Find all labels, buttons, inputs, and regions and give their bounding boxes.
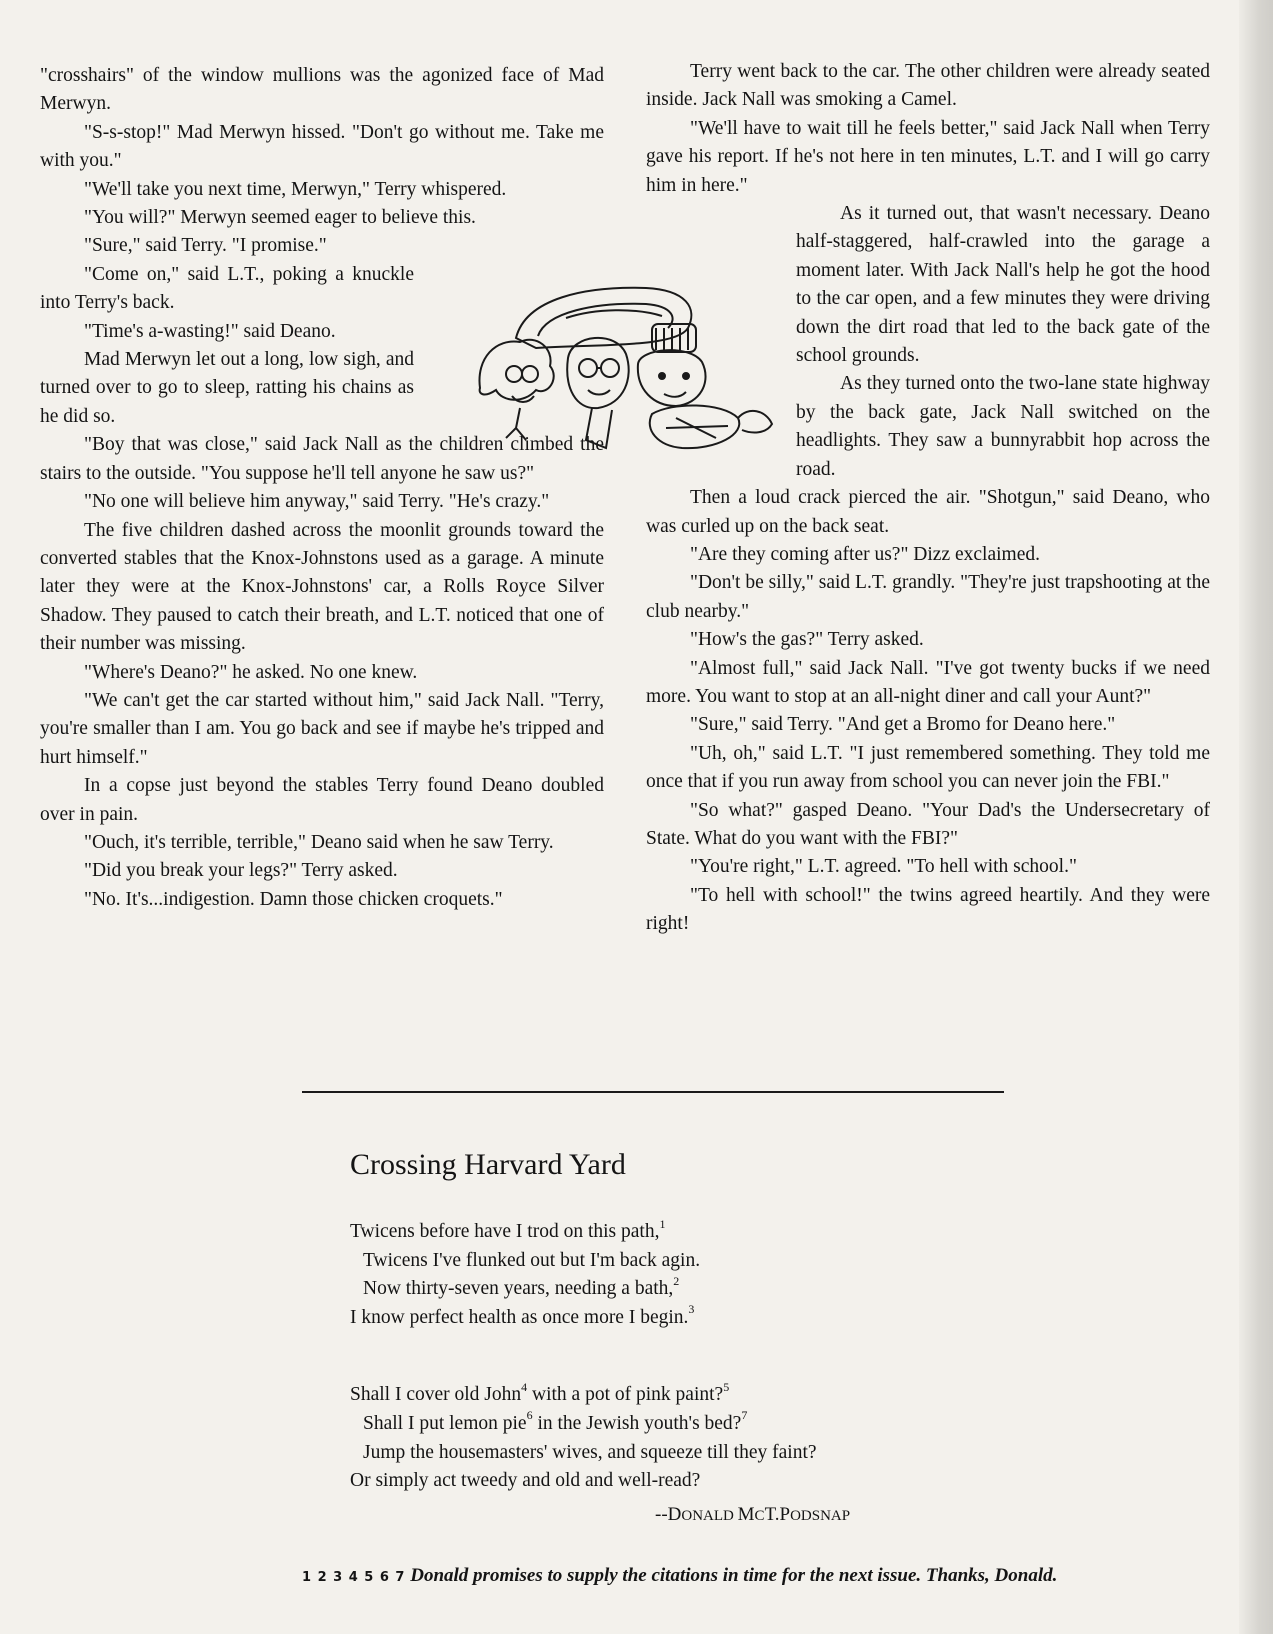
footnote-marker: 6 bbox=[526, 1408, 533, 1423]
story-paragraph: "Ouch, it's terrible, terrible," Deano said when he saw Terry. bbox=[84, 831, 554, 853]
story-paragraph: In a copse just beyond the stables Terry found Deano doubled over in pain. bbox=[40, 775, 604, 825]
story-paragraph: "Uh, oh," said L.T. "I just remembered something. They told me once that if you run away from school you can never join the FBI." bbox=[646, 742, 1210, 793]
story-paragraph: "S-s-stop!" Mad Merwyn hissed. "Don't go without me. Take me with you." bbox=[40, 121, 604, 172]
poem-line: Twicens I've flunked out but I'm back agin. bbox=[363, 1249, 701, 1271]
footnote-marker: 1 bbox=[659, 1216, 666, 1231]
story-paragraph: "No. It's...indigestion. Damn those chicken croquets." bbox=[84, 888, 503, 910]
poem-body bbox=[350, 1218, 1010, 1545]
cartoon-illustration bbox=[476, 278, 780, 456]
story-paragraph: "Time's a-wasting!" said Deano. bbox=[84, 320, 336, 342]
story-paragraph: "Sure," said Terry. "And get a Bromo for Deano here." bbox=[690, 714, 1116, 736]
poem-line: Or simply act tweedy and old and well-read? bbox=[350, 1470, 701, 1492]
story-paragraph: Terry went back to the car. The other children were already seated inside. Jack Nall was smoking a Camel. bbox=[646, 61, 1210, 111]
story-paragraph: "Did you break your legs?" Terry asked. bbox=[84, 860, 398, 882]
story-left-column bbox=[40, 62, 604, 914]
footnote-marker: 7 bbox=[741, 1408, 748, 1423]
story-paragraph: "You're right," L.T. agreed. "To hell with school." bbox=[690, 856, 1077, 878]
story-paragraph: "crosshairs" of the window mullions was the agonized face of Mad Merwyn. bbox=[40, 65, 604, 115]
footnote-marker: 2 bbox=[673, 1273, 680, 1288]
boy-glasses-head bbox=[567, 338, 628, 408]
story-paragraph: "We'll have to wait till he feels better," said Jack Nall when Terry gave his report. If he's not here in ten minutes, L.T. and I will go carry him in here." bbox=[646, 117, 1210, 196]
footnote bbox=[302, 1563, 1162, 1591]
story-paragraph: "To hell with school!" the twins agreed heartily. And they were right! bbox=[646, 884, 1210, 935]
story-paragraph: "Where's Deano?" he asked. No one knew. bbox=[84, 661, 418, 683]
poem-line: Shall I cover old John$^4$ with a pot of pink paint?$^5$ bbox=[350, 1379, 730, 1406]
story-paragraph: "So what?" gasped Deano. "Your Dad's the Undersecretary of State. What do you want with the FBI?" bbox=[646, 799, 1210, 849]
story-paragraph: As they turned onto the two-lane state highway by the back gate, Jack Nall switched on the headlights. They saw a bunnyrabbit hop across the road. bbox=[796, 373, 1210, 480]
poem-stanza bbox=[350, 1381, 1010, 1495]
poem-line: Jump the housemasters' wives, and squeeze till they faint? bbox=[363, 1441, 817, 1463]
poem-line: Twicens before have I trod on this path,$^1$ bbox=[350, 1216, 666, 1242]
story-paragraph: "How's the gas?" Terry asked. bbox=[690, 629, 924, 651]
story-paragraph: Then a loud crack pierced the air. "Shotgun," said Deano, who was curled up on the back seat. bbox=[646, 487, 1210, 537]
story-right-column bbox=[646, 58, 1210, 939]
poem-title: Crossing Harvard Yard bbox=[350, 1148, 626, 1181]
story-paragraph: "We can't get the car started without him," said Jack Nall. "Terry, you're smaller than I am. You go back and see if maybe he's tripped and hurt himself." bbox=[40, 689, 604, 768]
story-paragraph: The five children dashed across the moonlit grounds toward the converted stables that the Knox-Johnstons used as a garage. A minute later they were at the Knox-Johnstons' car, a Rolls Royce Silver Shadow. They paused to catch their breath, and L.T. noticed that one of their number was missing. bbox=[40, 519, 604, 655]
footnote-marker: 3 bbox=[688, 1302, 695, 1317]
story-paragraph: "Boy that was close," said Jack Nall as the children climbed the stairs to the outside. "You suppose he'll tell anyone he saw us?" bbox=[40, 434, 604, 484]
story-paragraph: Mad Merwyn let out a long, low sigh, and turned over to go to sleep, ratting his chains as he did so. bbox=[40, 349, 414, 427]
poem-line: I know perfect health as once more I begin.$^3$ bbox=[350, 1302, 695, 1328]
story-paragraph: "You will?" Merwyn seemed eager to believe this. bbox=[84, 207, 476, 229]
story-paragraph: "No one will believe him anyway," said Terry. "He's crazy." bbox=[84, 491, 550, 513]
footnote-numbers: 1 2 3 4 5 6 7 bbox=[302, 1570, 406, 1585]
page-edge-shadow bbox=[1239, 0, 1273, 1634]
poem-stanza bbox=[350, 1218, 1010, 1332]
girl-hair bbox=[479, 340, 553, 400]
poem-line: Shall I put lemon pie$^6$ in the Jewish youth's bed?$^7$ bbox=[363, 1408, 748, 1434]
poem-signature: --DONALD MCT.PODSNAP bbox=[655, 1504, 851, 1525]
story-paragraph: "Come on," said L.T., poking a knuckle into Terry's back. bbox=[40, 263, 414, 314]
footnote-text: Donald promises to supply the citations in time for the next issue. Thanks, Donald. bbox=[410, 1565, 1058, 1586]
section-divider bbox=[302, 1091, 1004, 1093]
story-paragraph: "Don't be silly," said L.T. grandly. "They're just trapshooting at the club nearby." bbox=[646, 572, 1210, 622]
story-paragraph: "Almost full," said Jack Nall. "I've got twenty bucks if we need more. You want to stop at an all-night diner and call your Aunt?" bbox=[646, 657, 1210, 707]
footnote-marker: 5 bbox=[723, 1379, 730, 1394]
story-paragraph: "Are they coming after us?" Dizz exclaimed. bbox=[690, 543, 1040, 565]
poem-line: Now thirty-seven years, needing a bath,$^2$ bbox=[363, 1273, 680, 1300]
story-paragraph: "Sure," said Terry. "I promise." bbox=[84, 235, 327, 257]
story-paragraph: "We'll take you next time, Merwyn," Terry whispered. bbox=[84, 178, 507, 200]
footnote-marker: 4 bbox=[521, 1379, 528, 1394]
story-paragraph: As it turned out, that wasn't necessary. Deano half-staggered, half-crawled into the garage a moment later. With Jack Nall's help he got the hood to the car open, and a few minutes they were driving down the dirt road that led to the back gate of the school grounds. bbox=[796, 203, 1210, 367]
